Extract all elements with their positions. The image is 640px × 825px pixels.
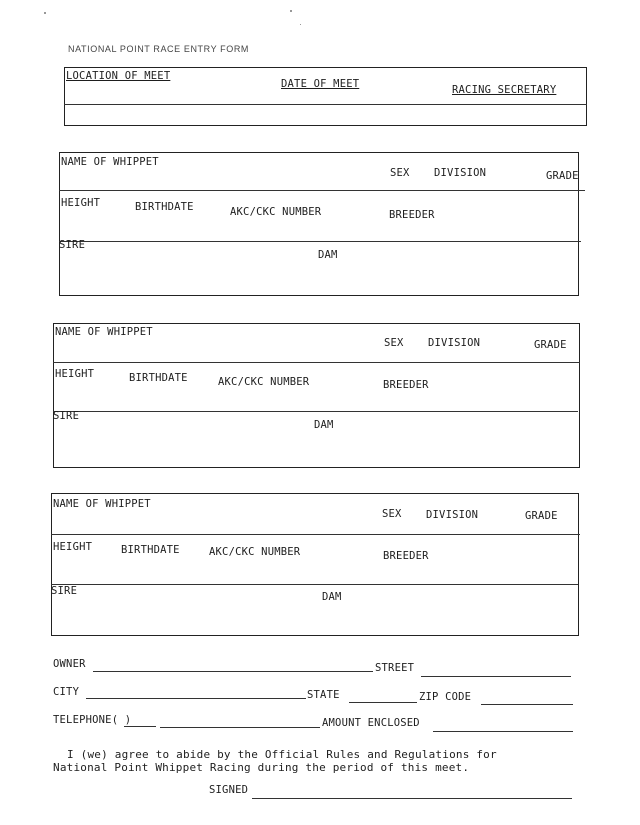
grade-label: GRADE [546, 170, 579, 182]
sex-label: SEX [390, 167, 410, 179]
sire-label: SIRE [53, 410, 80, 422]
meet-divider [64, 104, 587, 105]
location-of-meet-label: LOCATION OF MEET [66, 70, 171, 82]
name-of-whippet-label: NAME OF WHIPPET [53, 498, 151, 510]
state-label: STATE [307, 689, 340, 701]
sire-label: SIRE [51, 585, 78, 597]
sex-label: SEX [384, 337, 404, 349]
amount-enclosed-label: AMOUNT ENCLOSED [322, 717, 420, 729]
height-label: HEIGHT [55, 368, 95, 380]
division-label: DIVISION [426, 509, 479, 521]
whippet-entry-3 [51, 493, 579, 636]
dam-label: DAM [322, 591, 342, 603]
dam-label: DAM [314, 419, 334, 431]
breeder-label: BREEDER [389, 209, 435, 221]
akc-ckc-number-label: AKC/CKC NUMBER [209, 546, 301, 558]
division-label: DIVISION [434, 167, 487, 179]
entry-row-divider [51, 534, 580, 535]
entry-row-divider [59, 190, 585, 191]
city-label: CITY [53, 686, 80, 698]
dam-label: DAM [318, 249, 338, 261]
scan-speck [44, 12, 46, 14]
owner-label: OWNER [53, 658, 86, 670]
name-of-whippet-label: NAME OF WHIPPET [61, 156, 159, 168]
zip-code-field[interactable] [481, 704, 573, 705]
entry-row-divider [53, 362, 580, 363]
sire-label: SIRE [59, 239, 86, 251]
grade-label: GRADE [525, 510, 558, 522]
birthdate-label: BIRTHDATE [135, 201, 194, 213]
telephone-area-code-field[interactable] [124, 726, 156, 727]
telephone-label: TELEPHONE( ) [53, 714, 132, 726]
entry-row-divider [51, 584, 578, 585]
entry-row-divider [59, 241, 581, 242]
scan-speck [290, 10, 292, 12]
city-field[interactable] [86, 698, 306, 699]
agreement-line-2: National Point Whippet Racing during the period of this meet. [53, 761, 470, 774]
height-label: HEIGHT [61, 197, 101, 209]
breeder-label: BREEDER [383, 379, 429, 391]
whippet-entry-1 [59, 152, 579, 296]
division-label: DIVISION [428, 337, 481, 349]
entry-row-divider [53, 411, 578, 412]
amount-enclosed-field[interactable] [433, 731, 573, 732]
birthdate-label: BIRTHDATE [129, 372, 188, 384]
whippet-entry-2 [53, 323, 580, 468]
height-label: HEIGHT [53, 541, 93, 553]
racing-secretary-label: RACING SECRETARY [452, 84, 557, 96]
state-field[interactable] [349, 702, 417, 703]
scan-speck [300, 24, 301, 25]
signed-label: SIGNED [209, 784, 249, 796]
form-title: NATIONAL POINT RACE ENTRY FORM [68, 44, 250, 54]
grade-label: GRADE [534, 339, 567, 351]
agreement-line-1: I (we) agree to abide by the Official Rules and Regulations for [67, 748, 497, 761]
telephone-field[interactable] [160, 727, 320, 728]
street-field[interactable] [421, 676, 571, 677]
breeder-label: BREEDER [383, 550, 429, 562]
birthdate-label: BIRTHDATE [121, 544, 180, 556]
akc-ckc-number-label: AKC/CKC NUMBER [218, 376, 310, 388]
date-of-meet-label: DATE OF MEET [281, 78, 360, 90]
sex-label: SEX [382, 508, 402, 520]
signature-field[interactable] [252, 798, 572, 799]
akc-ckc-number-label: AKC/CKC NUMBER [230, 206, 322, 218]
name-of-whippet-label: NAME OF WHIPPET [55, 326, 153, 338]
street-label: STREET [375, 662, 415, 674]
zip-code-label: ZIP CODE [419, 691, 472, 703]
owner-field[interactable] [93, 671, 373, 672]
